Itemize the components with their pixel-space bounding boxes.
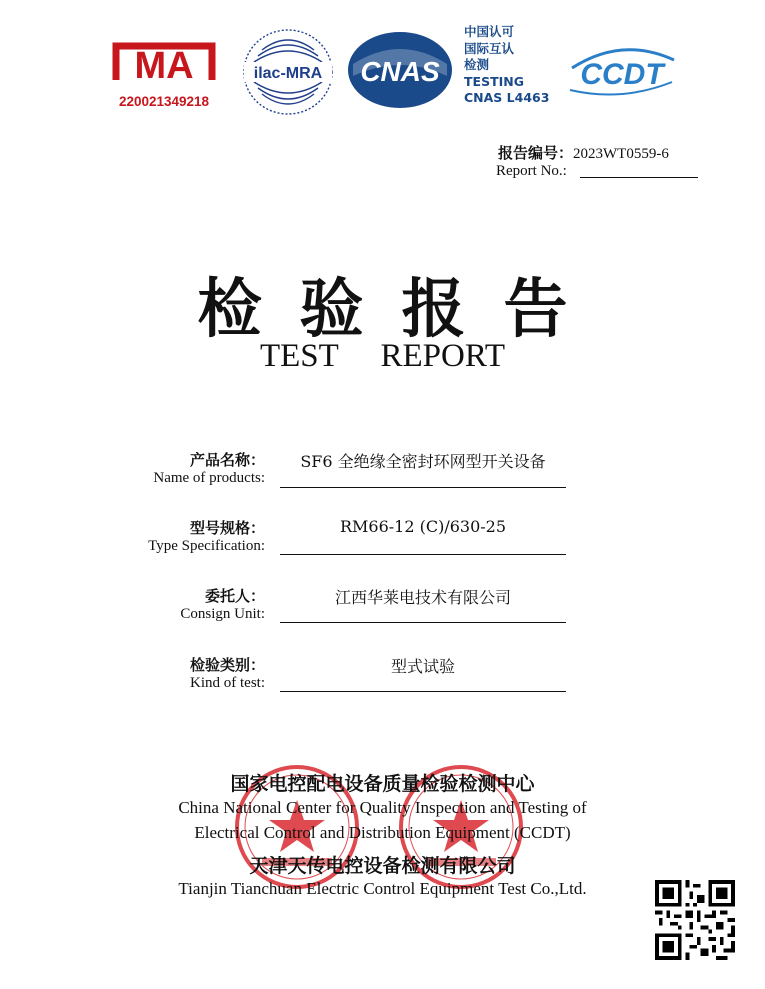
cnas-caption-line: TESTING: [464, 73, 524, 89]
field-label-en: Kind of test:: [190, 675, 265, 691]
cma-logo: [108, 32, 220, 112]
report-number-underline: [580, 177, 698, 178]
field-underline: [280, 691, 566, 692]
ccdt-logo-text: CCDT: [580, 58, 664, 91]
qr-code[interactable]: [655, 880, 735, 960]
page-title-cn: 检验报告: [197, 272, 606, 347]
field-underline: [280, 554, 566, 555]
cma-logo-text: MA: [134, 45, 194, 87]
cnas-accreditation-caption: [464, 24, 549, 107]
cnas-caption-line: CNAS L4463: [464, 90, 550, 105]
testing-center-name-cn: 国家电控配电设备质量检验检测中心: [230, 773, 535, 795]
ccdt-logo: [562, 40, 682, 100]
cnas-logo: [345, 30, 455, 110]
kind-of-test-value: 型式试验: [390, 657, 455, 676]
field-underline: [280, 622, 566, 623]
ilac-mra-logo: [238, 26, 338, 118]
type-specification-value: RM66-12 (C)/630-25: [339, 517, 507, 536]
report-number-value: 2023WT0559-6: [573, 146, 669, 162]
field-label-cn: 型号规格：: [189, 519, 265, 537]
page-title-en: TEST REPORT: [259, 338, 506, 374]
company-name-en: Tianjin Tianchuan Electric Control Equipment Test Co.,Ltd.: [178, 879, 587, 898]
company-name-cn: 天津天传电控设备检测有限公司: [249, 855, 516, 877]
cnas-logo-text: CNAS: [360, 56, 440, 87]
product-name-value: SF6 全绝缘全密封环网型开关设备: [300, 452, 546, 471]
consign-unit-value: 江西华莱电技术有限公司: [334, 588, 511, 607]
field-label-en: Consign Unit:: [180, 606, 265, 622]
field-label-cn: 产品名称：: [189, 451, 265, 469]
field-underline: [280, 487, 566, 488]
report-number-label-en: Report No.:: [496, 163, 567, 179]
field-label-en: Name of products:: [153, 470, 265, 486]
ilac-logo-text: ilac-MRA: [253, 65, 323, 82]
cma-number: 220021349218: [118, 94, 210, 109]
testing-center-name-en-line1: China National Center for Quality Inspection and Testing of: [178, 798, 587, 817]
field-label-cn: 检验类别：: [189, 656, 265, 674]
field-label-cn: 委托人：: [204, 587, 265, 605]
cnas-caption-line: 中国认可: [464, 24, 515, 39]
cnas-caption-line: 检测: [464, 57, 490, 72]
cnas-caption-line: 国际互认: [464, 40, 515, 56]
report-number-cn: [498, 142, 669, 163]
field-label-en: Type Specification:: [148, 538, 265, 554]
report-number-label-cn: 报告编号：: [498, 144, 574, 162]
testing-center-name-en-line2: Electrical Control and Distribution Equipment (CCDT): [194, 823, 571, 842]
